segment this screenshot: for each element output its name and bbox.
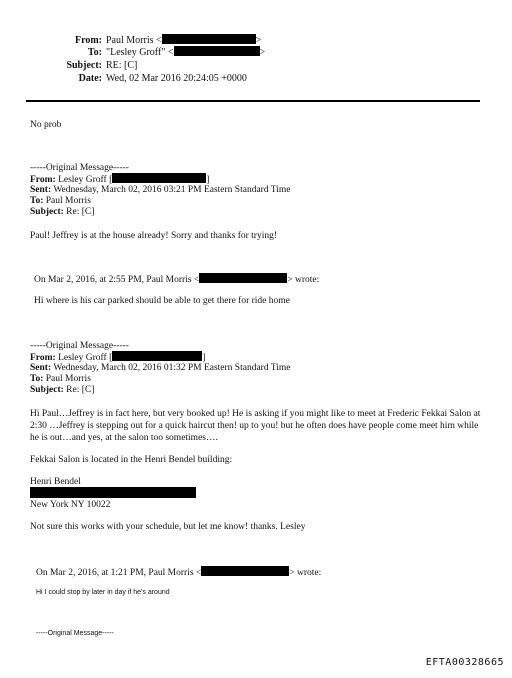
- orig2-from-label: From:: [30, 353, 56, 363]
- quote2-separator: -----Original Message-----: [36, 630, 114, 637]
- quote1-body: Hi where is his car parked should be able to get there for ride home: [34, 296, 290, 306]
- quote1-intro-before: On Mar 2, 2016, at 2:55 PM, Paul Morris <: [34, 275, 200, 285]
- header-date-label: Date:: [78, 73, 102, 84]
- orig1-from-close: ]: [206, 175, 210, 185]
- redaction-bar: [162, 34, 256, 44]
- orig2-to-value: Paul Morris: [45, 374, 91, 384]
- redaction-bar: [112, 351, 202, 361]
- quote2-intro-before: On Mar 2, 2016, at 1:21 PM, Paul Morris <: [36, 568, 202, 578]
- orig2-body-closing: Not sure this works with your schedule, but let me know! thanks. Lesley: [30, 522, 306, 532]
- header-from-close: >: [255, 35, 262, 46]
- header-subject-label: Subject:: [66, 60, 102, 71]
- header-from-name: Paul Morris <: [106, 35, 162, 46]
- orig1-subject-value: Re: [C]: [66, 207, 95, 217]
- orig2-sent-label: Sent:: [30, 363, 52, 373]
- redaction-bar: [199, 273, 287, 283]
- orig1-to-value: Paul Morris: [45, 196, 91, 206]
- header-to-name: "Lesley Groff" <: [106, 47, 174, 58]
- orig1-to-label: To:: [30, 196, 44, 206]
- orig2-sent-value: Wednesday, March 02, 2016 01:32 PM Eastern Standard Time: [53, 363, 291, 373]
- orig1-subject-label: Subject:: [30, 207, 64, 217]
- orig2-subject-label: Subject:: [30, 385, 64, 395]
- header-from-label: From:: [74, 35, 102, 46]
- orig2-separator: -----Original Message-----: [30, 341, 129, 351]
- quote1-intro: [34, 273, 319, 286]
- header-date-line: [26, 73, 247, 85]
- orig2-address-name: Henri Bendel: [30, 477, 81, 487]
- quote2-body: Hi I could stop by later in day if he's around: [36, 589, 170, 596]
- header-to-close: >: [259, 47, 266, 58]
- document-id: EFTA00328665: [425, 657, 504, 668]
- orig2-subject-value: Re: [C]: [66, 385, 95, 395]
- orig1-sent-value: Wednesday, March 02, 2016 03:21 PM Eastern Standard Time: [53, 185, 291, 195]
- orig2-from-close: ]: [202, 353, 206, 363]
- header-date-value: Wed, 02 Mar 2016 20:24:05 +0000: [106, 73, 247, 84]
- header-to-line: [26, 46, 265, 59]
- orig1-sent-label: Sent:: [30, 185, 52, 195]
- orig1-body: Paul! Jeffrey is at the house already! Sorry and thanks for trying!: [30, 231, 278, 241]
- orig2-subject-line: [30, 384, 94, 396]
- redaction-bar: [201, 566, 289, 576]
- redaction-bar: [174, 46, 260, 56]
- orig1-from-name: Lesley Groff [: [58, 175, 113, 185]
- orig2-body-paragraph: Hi Paul…Jeffrey is in fact here, but very booked up! He is asking if you might like to meet at Frederic Fekkai Salon at 2:30 …Jeffrey is stepping out for a quick haircut then! up to you! but he often does have people come meet him while he is out…and yes, at the salon too sometimes….: [30, 409, 481, 443]
- header-to-label: To:: [87, 47, 102, 58]
- redaction-bar: [112, 173, 206, 183]
- quote1-intro-after: > wrote:: [287, 275, 320, 285]
- quote2-intro-after: > wrote:: [289, 568, 322, 578]
- header-subject-value: RE: [C]: [106, 60, 138, 71]
- orig2-address-city: New York NY 10022: [30, 500, 111, 510]
- orig1-subject-line: [30, 206, 94, 218]
- orig2-body-location: Fekkai Salon is located in the Henri Bendel building:: [30, 455, 233, 465]
- orig2-from-name: Lesley Groff [: [58, 353, 113, 363]
- reply-body: No prob: [30, 120, 62, 130]
- orig1-separator: -----Original Message-----: [30, 163, 129, 173]
- quote2-intro: [36, 566, 321, 579]
- header-divider: [26, 100, 480, 102]
- header-subject-line: [26, 60, 137, 72]
- orig2-to-label: To:: [30, 374, 44, 384]
- orig1-from-label: From:: [30, 175, 56, 185]
- redaction-bar: [30, 487, 196, 498]
